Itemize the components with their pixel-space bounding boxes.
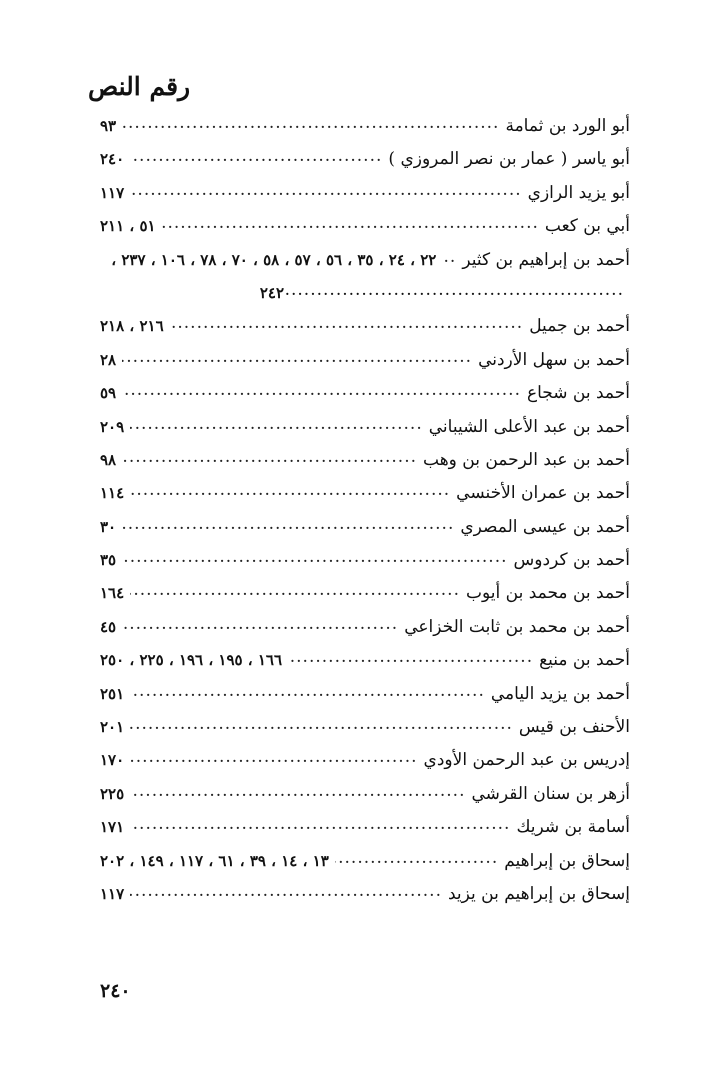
entry-name: أحمد بن محمد بن أيوب bbox=[465, 583, 630, 604]
dot-leader bbox=[130, 875, 442, 908]
dot-leader bbox=[122, 107, 499, 140]
entry-pages: ١١٤ bbox=[100, 484, 125, 503]
entry-name: أحمد بن جميل bbox=[529, 316, 630, 337]
entry-pages: ٩٣ bbox=[100, 117, 117, 135]
dot-leader bbox=[335, 842, 498, 875]
dot-leader bbox=[130, 174, 521, 207]
entry-name: أحمد بن منيع bbox=[539, 650, 630, 671]
dot-leader bbox=[442, 241, 456, 274]
dot-leader bbox=[130, 408, 423, 441]
entry-name: أحمد بن عمران الأخنسي bbox=[456, 483, 630, 504]
index-entry bbox=[100, 177, 630, 210]
entry-pages: ٩٨ bbox=[100, 450, 117, 469]
index-entry bbox=[100, 143, 630, 176]
entry-pages: ٢٢ ، ٢٤ ، ٣٥ ، ٥٦ ، ٥٧ ، ٥٨ ، ٧٠ ، ٧٨ ، ١٠٦ ، ٢٣٧ ، bbox=[111, 250, 437, 269]
entry-pages: ٢٨ bbox=[100, 350, 117, 369]
entry-pages: ١٧٠ bbox=[100, 751, 125, 770]
index-entry bbox=[100, 678, 630, 711]
entry-pages: ٢٥١ bbox=[100, 684, 125, 703]
entry-pages: ٢٠٩ bbox=[100, 417, 125, 436]
entry-name: أحمد بن إبراهيم بن كثير bbox=[462, 249, 630, 270]
entry-pages: ٥٩ bbox=[100, 384, 117, 403]
index-entry-continuation bbox=[100, 277, 630, 310]
dot-leader bbox=[122, 374, 521, 407]
index-entry bbox=[100, 878, 630, 911]
index-entry bbox=[100, 744, 630, 777]
index-entry bbox=[100, 511, 630, 544]
index-entry bbox=[100, 477, 630, 510]
entry-name: أحمد بن عبد الرحمن بن وهب bbox=[423, 449, 630, 470]
index-entry bbox=[100, 577, 630, 610]
entry-name: أبو ياسر ( عمار بن نصر المروزي ) bbox=[388, 149, 630, 170]
entry-name: أحمد بن عيسى المصري bbox=[460, 516, 630, 537]
index-entry bbox=[100, 811, 630, 844]
index-entry bbox=[100, 344, 630, 377]
entry-name: أبو الورد بن ثمامة bbox=[505, 116, 630, 136]
dot-leader bbox=[288, 641, 533, 674]
entry-name: أحمد بن عبد الأعلى الشيباني bbox=[428, 416, 630, 437]
entry-name: أبو يزيد الرازي bbox=[527, 182, 630, 203]
entry-pages: ١٧١ bbox=[100, 818, 125, 837]
dot-leader bbox=[122, 508, 454, 541]
dot-leader bbox=[122, 341, 472, 374]
entry-name: أبي بن كعب bbox=[544, 216, 630, 237]
entry-name: أسامة بن شريك bbox=[516, 817, 630, 838]
dot-leader bbox=[162, 207, 539, 240]
entry-name: إسحاق بن إبراهيم بن يزيد bbox=[447, 883, 630, 904]
index-entry bbox=[100, 444, 630, 477]
entry-pages: ٢٤٠ bbox=[100, 150, 125, 169]
dot-leader bbox=[130, 775, 465, 808]
index-entry bbox=[100, 110, 630, 143]
entry-name: أحمد بن شجاع bbox=[526, 383, 630, 404]
page-number: ٢٤٠ bbox=[100, 980, 131, 1002]
index-entry bbox=[100, 778, 630, 811]
entry-pages: ٢٠١ bbox=[100, 718, 125, 737]
entry-pages: ٣٠ bbox=[100, 517, 117, 536]
entry-name: أحمد بن كردوس bbox=[513, 550, 630, 571]
index-entries bbox=[100, 110, 630, 911]
index-entry bbox=[100, 310, 630, 343]
index-entry bbox=[100, 244, 630, 277]
entry-name: أزهر بن سنان القرشي bbox=[471, 783, 630, 804]
dot-leader bbox=[122, 608, 398, 641]
dot-leader bbox=[170, 307, 524, 340]
entry-name: أحمد بن سهل الأردني bbox=[478, 349, 630, 370]
dot-leader bbox=[122, 541, 507, 574]
entry-name: إسحاق بن إبراهيم bbox=[504, 850, 630, 871]
index-entry bbox=[100, 210, 630, 243]
dot-leader bbox=[122, 441, 417, 474]
page-heading: رقم النص bbox=[88, 72, 191, 101]
index-entry bbox=[100, 611, 630, 644]
dot-leader bbox=[130, 741, 417, 774]
dot-leader bbox=[130, 474, 450, 507]
entry-pages: ١١٧ bbox=[100, 183, 125, 202]
index-entry bbox=[100, 711, 630, 744]
entry-pages: ١١٧ bbox=[100, 884, 125, 903]
index-entry bbox=[100, 377, 630, 410]
index-entry bbox=[100, 845, 630, 878]
dot-leader bbox=[130, 708, 513, 741]
dot-leader bbox=[130, 574, 460, 607]
entry-name: الأحنف بن قيس bbox=[518, 717, 630, 738]
entry-pages: ١٦٦ ، ١٩٥ ، ١٩٦ ، ٢٢٥ ، ٢٥٠ bbox=[100, 651, 283, 670]
entry-pages: ٢١٦ ، ٢١٨ bbox=[100, 317, 164, 336]
index-entry bbox=[100, 644, 630, 677]
entry-name: أحمد بن يزيد اليامي bbox=[490, 683, 630, 704]
entry-pages-continuation: ٢٤٢ bbox=[259, 283, 284, 302]
index-entry bbox=[100, 544, 630, 577]
entry-name: أحمد بن محمد بن ثابت الخزاعي bbox=[404, 616, 630, 637]
entry-name: إدريس بن عبد الرحمن الأودي bbox=[423, 750, 630, 771]
dot-leader bbox=[284, 274, 624, 307]
entry-pages: ١٦٤ bbox=[100, 584, 125, 603]
dot-leader bbox=[130, 675, 485, 708]
entry-pages: ٤٥ bbox=[100, 617, 117, 636]
entry-pages: ٣٥ bbox=[100, 551, 117, 570]
dot-leader bbox=[130, 808, 510, 841]
entry-pages: ٥١ ، ٢١١ bbox=[100, 217, 156, 236]
entry-pages: ١٣ ، ١٤ ، ٣٩ ، ٦١ ، ١١٧ ، ١٤٩ ، ٢٠٢ bbox=[100, 851, 329, 870]
index-entry bbox=[100, 411, 630, 444]
entry-pages: ٢٢٥ bbox=[100, 784, 125, 803]
dot-leader bbox=[130, 140, 382, 173]
